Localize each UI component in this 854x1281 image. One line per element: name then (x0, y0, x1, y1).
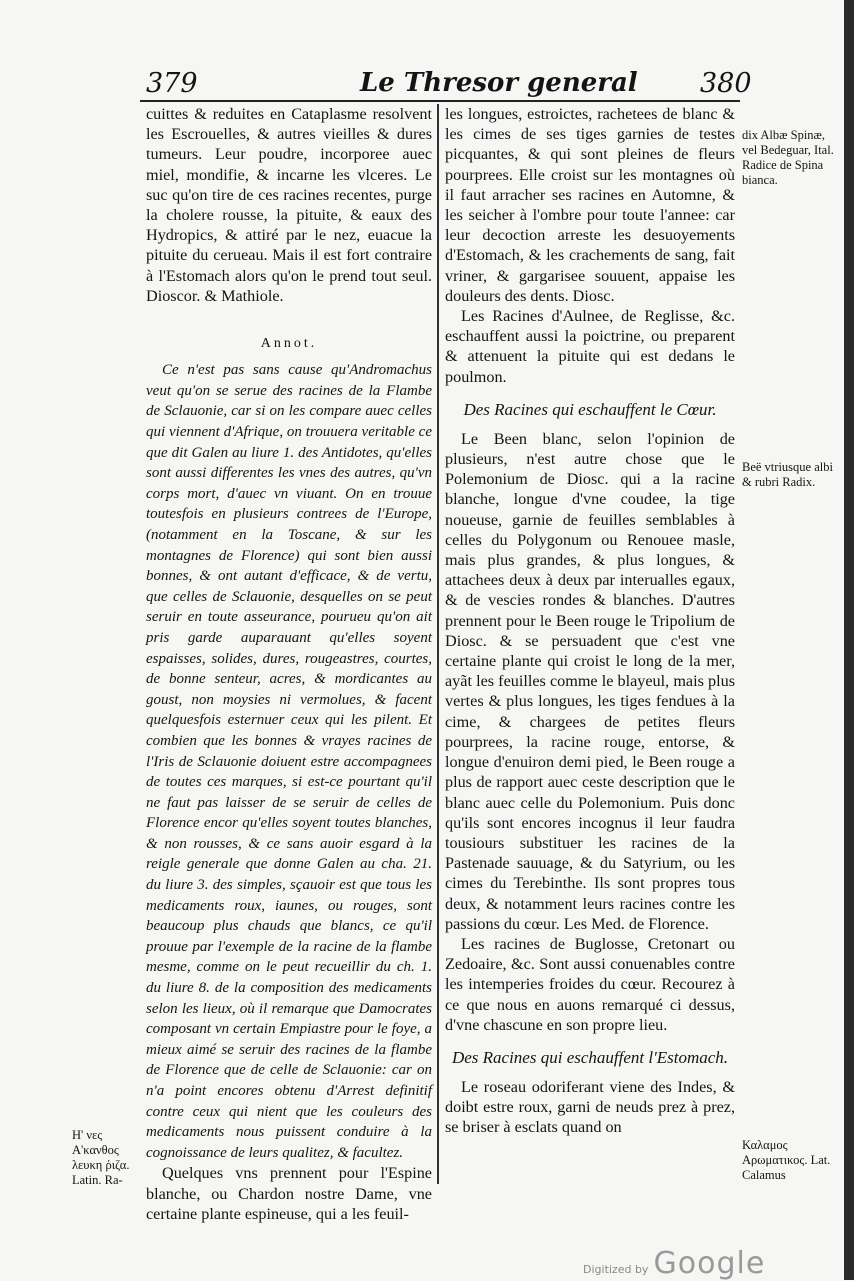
margin-note-right-3: Καλαμος Αρωματικος. Lat. Calamus (742, 1138, 831, 1182)
right-column (445, 104, 735, 1138)
google-watermark (583, 1246, 765, 1281)
margin-note-right-1: dix Albæ Spinæ, vel Bedeguar, Ital. Radice de Spina bianca. (742, 128, 834, 187)
left-column (146, 104, 432, 1224)
column-divider (437, 104, 439, 1184)
margin-note-left-1: H' νες Α'κανθος λευκη ῥιζα. Latin. Ra- (72, 1128, 130, 1187)
right-paragraph-5: Le roseau odoriferant viene des Indes, & doibt estre roux, garni de neuds prez à prez, se briser à esclats quand on (445, 1077, 735, 1137)
digitized-by-label: Digitized by (583, 1263, 649, 1276)
page-edge-shadow (844, 0, 854, 1280)
left-paragraph-1: cuittes & reduites en Cataplasme resolvent les Escrouelles, & autres vieilles & dures tumeurs. Leur poudre, incorporee auec miel, mondifie, & incarne les vlceres. Le suc qu'on tire de ces racines recentes, purge la cholere rousse, la pituite, & eaux des Hydropics, & attiré par le nez, euacue la pituite du cerueau. Mais il est fort contraire à l'Estomach alors qu'on le prend tout seul. Dioscor. & Mathiole. (146, 105, 432, 305)
page-number-left: 379 (146, 68, 198, 99)
section-heading-coeur: Des Racines qui eschauffent le Cœur. (463, 399, 717, 419)
header-rule (140, 100, 740, 102)
margin-note-right-2: Beë vtriusque albi & rubri Radix. (742, 460, 833, 489)
running-title: Le Thresor general (360, 68, 638, 98)
section-heading-estomach: Des Racines qui eschauffent l'Estomach. (451, 1047, 729, 1067)
right-paragraph-4: Les racines de Buglosse, Cretonart ou Zedoaire, &c. Sont aussi conuenables contre les intemperies froides du cœur. Recourez à ce que nous en auons remarqué ci dessus, d'vne chascune en son propre lieu. (445, 934, 735, 1034)
annotation-title: Annot. (260, 336, 318, 352)
right-paragraph-3: Le Been blanc, selon l'opinion de plusieurs, n'est autre chose que le Polemonium de Diosc. qui a la racine blanche, longue d'vne coudee, la tige noueuse, garnie de feuilles semblables à celles du Polygonum ou Renouee masle, mais plus grandes, & plus longues, & attachees deux à deux par interualles egaux, & de vescies rondes & blanches. D'autres prennent pour le Been rouge le Tripolium de Diosc. & se persuadent que c'est vne certaine plante qui croist le long de la mer, ayãt les feuilles comme le blayeul, mais plus vertes & plus longues, les tiges fendues à la cime, & chargees de petites fleurs pourprees, la racine rouge, entorse, & longue d'enuiron demi pied, le Been rouge a plus de rapport auec ceste description que le blanc auec celle du Polemonium. Puis donc qu'ils sont encores incognus il leur faudra tousiours substituer les racines de la Pastenade sauuage, & du Satyrium, ou les cimes du Terebinthe. Ils sont propres tous deux, & notamment leurs racines contre les passions du cœur. Les Med. de Florence. (445, 429, 735, 933)
right-paragraph-2: Les Racines d'Aulnee, de Reglisse, &c. eschauffent aussi la poictrine, ou preparent & attenuent la pituite qui est dedans le poulmon. (445, 307, 735, 386)
annotation-text: Ce n'est pas sans cause qu'Andromachus veut qu'on se serue des racines de la Flambe de Sclauonie, car si on les compare auec celles qui viennent d'Afrique, on trouuera veritable ce que dit Galen au liure 1. des Antidotes, qu'elles sont aussi differentes les vnes des autres, qu'vn corps mort, d'auec vn viuant. On en trouue toutesfois en plusieurs contrees de l'Europe, (notamment en la Toscane, & sur les montagnes de Florence) qui sont bien aussi bonnes, & ont autant d'efficace, & de vertu, que celles de Sclauonie, desquelles on se peut seruir en toute asseurance, pourueu qu'on ait pris garde auparauant qu'elles soyent espaisses, solides, dures, rougeastres, courtes, de bonne senteur, acres, & mordicantes au goust, non moysies ni vermolues, & facent quelquesfois esternuer ceux qui les pilent. Et combien que les bonnes & vrayes racines de l'Iris de Sclauonie doiuent estre accompagnees de toutes ces marques, si est-ce pourtant qu'il ne faut pas laisser de se seruir de celles de Florence encor qu'elles soyent toutes blanches, & non rousses, & ce sans auoir esgard à la reigle generale que donne Galen au cha. 21. du liure 3. des simples, sçauoir est que tous les medicaments roux, iaunes, ou rouges, sont beaucoup plus chauds que blancs, ce qu'il prouue par l'exemple de la racine de la flambe mesme, comme on le peut recueillir du ch. 1. du liure 8. de la composition des medicaments selon les lieux, où il remarque que Damocrates composant vn certain Empiastre pour le foye, a mieux aimé se seruir des racines de la flambe de Florence que de celle de Sclauonie: car on n'a point encores obtenu d'Arrest definitif contre ceux qui nient que les couleurs des medicaments nous puissent conduire à la cognoissance de leurs qualitez, & facultez. (146, 362, 432, 1161)
left-paragraph-2: Quelques vns prennent pour l'Espine blanche, ou Chardon nostre Dame, vne certaine plante espineuse, qui a les feuil- (146, 1164, 432, 1223)
page-number-right: 380 (700, 68, 752, 99)
google-logo: Google (653, 1246, 766, 1281)
right-paragraph-1: les longues, estroictes, rachetees de blanc & les cimes de ses tiges garnies de testes picquantes, & qui sont pleines de fleurs pourprees. Elle croist sur les montagnes où il faut arracher ses racines en Automne, & les seicher à l'ombre pour toute l'annee: car leur decoction arreste les desuoyements d'Estomach, & les crachements de sang, fait vriner, & gargarisee souuent, appaise les douleurs des dents. Diosc. (445, 105, 735, 305)
